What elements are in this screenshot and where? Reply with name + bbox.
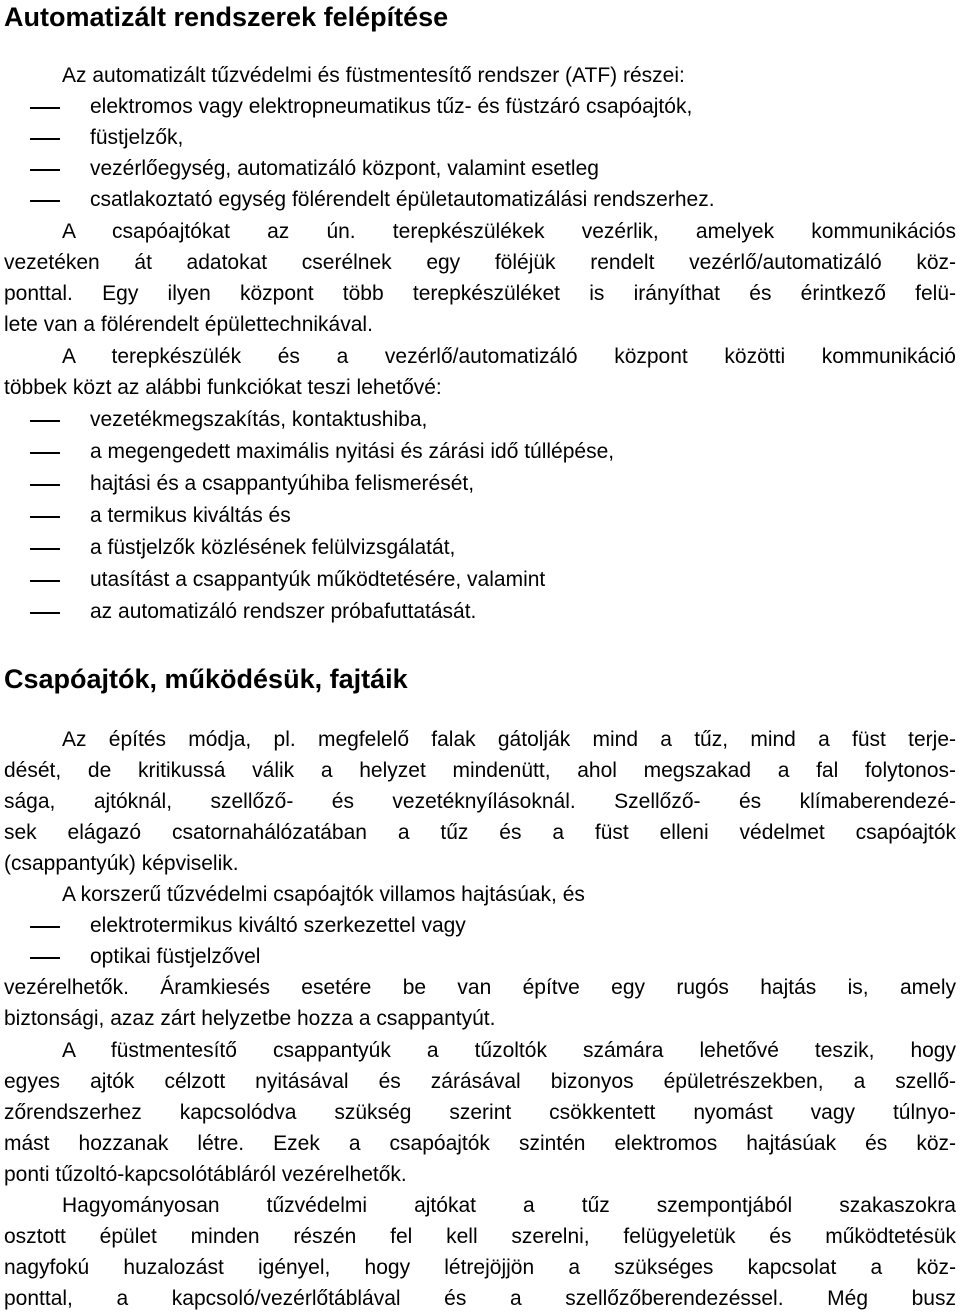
paragraph-line: ponttal. Egy ilyen központ több terepkészüléket is irányíthat és érintkező felü- — [4, 282, 956, 305]
intro-line: Az automatizált tűzvédelmi és füstmentesítő rendszer (ATF) részei: — [62, 64, 685, 87]
paragraph-line: ponttal, a kapcsoló/vezérlőtáblával és a szellőzőberendezéssel. Még busz — [4, 1287, 956, 1310]
paragraph-line: többek közt az alábbi funkciókat teszi lehetővé: — [4, 376, 442, 399]
paragraph-line: osztott épület minden részén fel kell szerelni, felügyeletük és működtetésük — [4, 1225, 956, 1248]
paragraph-line: Az építés módja, pl. megfelelő falak gátolják mind a tűz, mind a füst terje- — [62, 728, 956, 751]
paragraph-line: sága, ajtóknál, szellőző- és vezetéknyílásoknál. Szellőző- és klímaberendezé- — [4, 790, 956, 813]
paragraph-line: dését, de kritikussá válik a helyzet mindenütt, ahol megszakad a fal folytonos- — [4, 759, 956, 782]
list-item: elektromos vagy elektropneumatikus tűz- és füstzáró csapóajtók, — [90, 95, 693, 118]
bullet-dash — [30, 548, 60, 550]
paragraph-line: A füstmentesítő csappantyúk a tűzoltók számára lehetővé teszik, hogy — [62, 1039, 956, 1062]
paragraph-line: ponti tűzoltó-kapcsolótábláról vezérelhetők. — [4, 1163, 407, 1186]
paragraph-line: mást hozzanak létre. Ezek a csapóajtók szintén elektromos hajtásúak és köz- — [4, 1132, 956, 1155]
list-item: utasítást a csappantyúk működtetésére, valamint — [90, 568, 546, 591]
list-item: a füstjelzők közlésének felülvizsgálatát, — [90, 536, 456, 559]
list-item: vezetékmegszakítás, kontaktushiba, — [90, 408, 428, 431]
paragraph-line: (csappantyúk) képviselik. — [4, 852, 239, 875]
bullet-dash — [30, 926, 60, 928]
paragraph-line: A terepkészülék és a vezérlő/automatizáló központ közötti kommunikáció — [62, 345, 956, 368]
list-item: az automatizáló rendszer próbafuttatását. — [90, 600, 477, 623]
paragraph-line: A korszerű tűzvédelmi csapóajtók villamos hajtásúak, és — [62, 883, 585, 906]
bullet-dash — [30, 107, 60, 109]
bullet-dash — [30, 138, 60, 140]
bullet-dash — [30, 200, 60, 202]
list-item: vezérlőegység, automatizáló központ, valamint esetleg — [90, 157, 599, 180]
list-item: hajtási és a csappantyúhiba felismerését, — [90, 472, 475, 495]
section-heading: Csapóajtók, működésük, fajtáik — [4, 664, 408, 694]
list-item: csatlakoztató egység fölérendelt épületautomatizálási rendszerhez. — [90, 188, 715, 211]
list-item: füstjelzők, — [90, 126, 184, 149]
paragraph-line: biztonsági, azaz zárt helyzetbe hozza a csappantyút. — [4, 1007, 496, 1030]
bullet-dash — [30, 420, 60, 422]
paragraph-line: A csapóajtókat az ún. terepkészülékek vezérlik, amelyek kommunikációs — [62, 220, 956, 243]
paragraph-line: egyes ajtók célzott nyitásával és zárásával bizonyos épületrészekben, a szellő- — [4, 1070, 956, 1093]
bullet-dash — [30, 957, 60, 959]
bullet-dash — [30, 516, 60, 518]
paragraph-line: sek elágazó csatornahálózatában a tűz és a füst elleni védelmet csapóajtók — [4, 821, 956, 844]
list-item: a megengedett maximális nyitási és zárási idő túllépése, — [90, 440, 615, 463]
page-title: Automatizált rendszerek felépítése — [4, 2, 449, 32]
bullet-dash — [30, 169, 60, 171]
paragraph-line: vezérelhetők. Áramkiesés esetére be van építve egy rugós hajtás is, amely — [4, 976, 956, 999]
bullet-dash — [30, 452, 60, 454]
paragraph-line: Hagyományosan tűzvédelmi ajtókat a tűz szempontjából szakaszokra — [62, 1194, 956, 1217]
list-item: a termikus kiváltás és — [90, 504, 291, 527]
bullet-dash — [30, 580, 60, 582]
bullet-dash — [30, 484, 60, 486]
paragraph-line: nagyfokú huzalozást igényel, hogy létrejöjjön a szükséges kapcsolat a köz- — [4, 1256, 956, 1279]
paragraph-line: lete van a fölérendelt épülettechnikával. — [4, 313, 373, 336]
paragraph-line: vezetéken át adatokat cserélnek egy föléjük rendelt vezérlő/automatizáló köz- — [4, 251, 956, 274]
bullet-dash — [30, 612, 60, 614]
list-item: elektrotermikus kiváltó szerkezettel vagy — [90, 914, 466, 937]
paragraph-line: zőrendszerhez kapcsolódva szükség szerint csökkentett nyomást vagy túlnyo- — [4, 1101, 956, 1124]
list-item: optikai füstjelzővel — [90, 945, 261, 968]
